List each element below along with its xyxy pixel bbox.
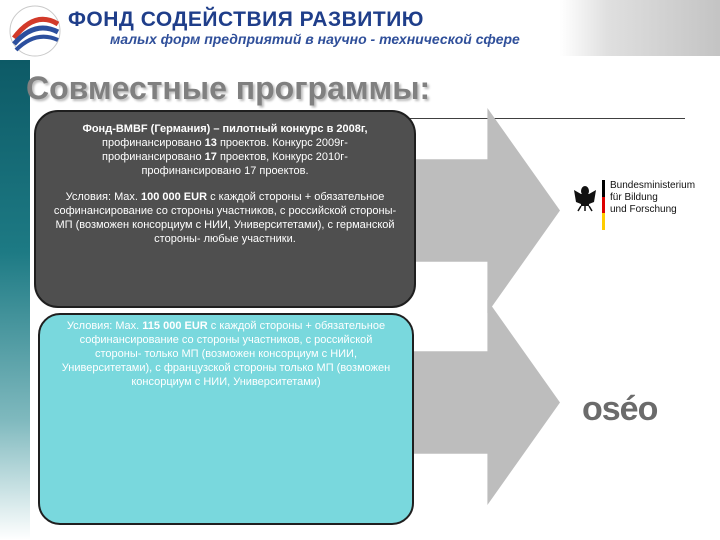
program-bmbf-summary [46, 122, 404, 178]
text-span: Условия: Max. [65, 191, 141, 203]
text-span: профинансировано [102, 137, 205, 149]
fund-logo-icon [6, 4, 64, 58]
div: Bundesministerium [610, 180, 696, 191]
bmbf-logo [572, 180, 696, 240]
text-span: Условия: Max. [66, 320, 143, 332]
brand-subtitle: малых форм предприятий в научно - технической сфере [110, 31, 520, 47]
projects-2009-count: 17 [204, 151, 217, 163]
text-span: с каждой стороны + обязательное софинансирование со стороны участников, с российской стороны- МП (возможен консорциум с НИИ, Университетами), с германской стороны- любые участники. [53, 191, 397, 245]
bmbf-max-amount: 100 000 EUR [140, 191, 208, 203]
decorative-side-band [0, 60, 30, 540]
german-flag-stripe [602, 180, 605, 230]
div: und Forschung [610, 204, 677, 215]
text-span: с каждой стороны + обязательное софинансирование со стороны участников, с российской стороны- только МП (возможен консорциум с НИИ, Университетами), с французской стороны только МП (возможен консорциум с НИИ, Университетами) [61, 320, 391, 388]
projects-2008-count: 13 [204, 137, 217, 149]
oseo-max-amount: 115 000 EUR [142, 320, 208, 332]
text-span: профинансировано [102, 151, 205, 163]
header [0, 0, 720, 62]
program-bmbf-conditions [46, 190, 404, 246]
slide-title: Совместные программы: [26, 70, 431, 106]
program-oseo-conditions [56, 319, 396, 389]
text-span: проектов, Конкурс 2010г- [216, 151, 348, 163]
oseo-logo: oséo [582, 390, 658, 428]
program-bmbf-heading: Фонд-BMBF (Германия) – пилотный конкурс в 2008г, [82, 123, 368, 135]
eagle-icon [572, 182, 598, 212]
brand-title: ФОНД СОДЕЙСТВИЯ РАЗВИТИЮ [68, 8, 424, 31]
bmbf-wordmark [610, 180, 695, 216]
text-span: профинансировано 17 проектов. [141, 165, 309, 177]
program-oseo-box [38, 313, 414, 525]
header-photo [560, 0, 720, 56]
div: für Bildung [610, 192, 658, 203]
text-span: проектов. Конкурс 2009г- [216, 137, 348, 149]
program-bmbf-box [34, 110, 416, 308]
